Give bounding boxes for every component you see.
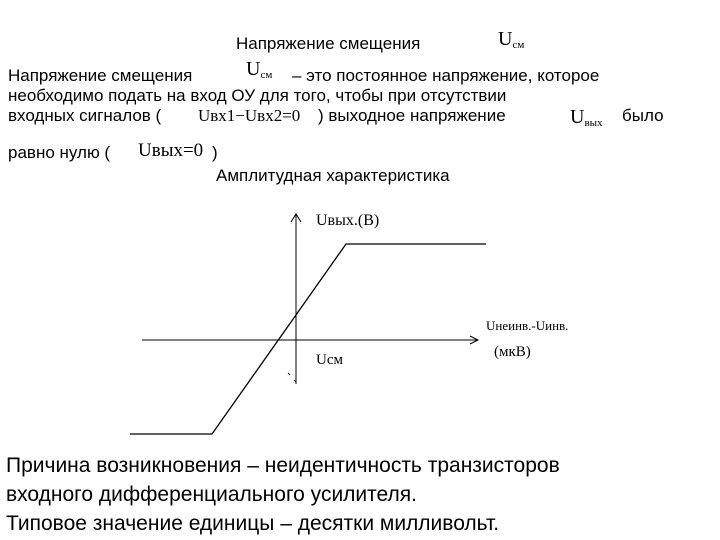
- definition-text-2: необходимо подать на вход ОУ для того, чтобы при отсутствии: [8, 86, 507, 105]
- slide-title: Напряжение смещения: [236, 34, 421, 53]
- input-difference-formula: Uвх1−Uвх2=0: [198, 106, 301, 125]
- definition-text-3c: было: [622, 106, 664, 125]
- output-voltage-symbol: Uвых: [570, 106, 603, 129]
- definition-text-3a: входных сигналов (: [8, 106, 162, 125]
- definition-text-1: – это постоянное напряжение, которое: [292, 66, 600, 85]
- transfer-characteristic-title: Амплитудная характеристика: [216, 166, 450, 185]
- cause-text-line-2: входного дифференциального усилителя.: [6, 483, 417, 506]
- definition-text-4b: ): [212, 143, 218, 162]
- definition-text-4a: равно нулю (: [8, 143, 111, 162]
- transfer-curve: [130, 244, 486, 434]
- zero-output-formula: Uвых=0: [138, 140, 204, 161]
- y-axis-label: Uвых.(В): [316, 212, 380, 229]
- definition-text-3b: ) выходное напряжение: [318, 106, 506, 125]
- typical-value-text: Типовое значение единицы – десятки милливольт.: [6, 512, 500, 535]
- x-axis-unit: (мкВ): [494, 344, 531, 360]
- definition-lead: Напряжение смещения: [8, 66, 193, 85]
- definition-offset-symbol: Uсм: [246, 58, 273, 81]
- x-axis-label: Uнеинв.-Uинв.: [486, 318, 569, 333]
- cause-text-line-1: Причина возникновения – неидентичность транзисторов: [6, 454, 560, 477]
- title-offset-symbol: Uсм: [498, 28, 525, 51]
- offset-voltage-label: Uсм: [316, 352, 343, 368]
- offset-mark: [288, 373, 290, 375]
